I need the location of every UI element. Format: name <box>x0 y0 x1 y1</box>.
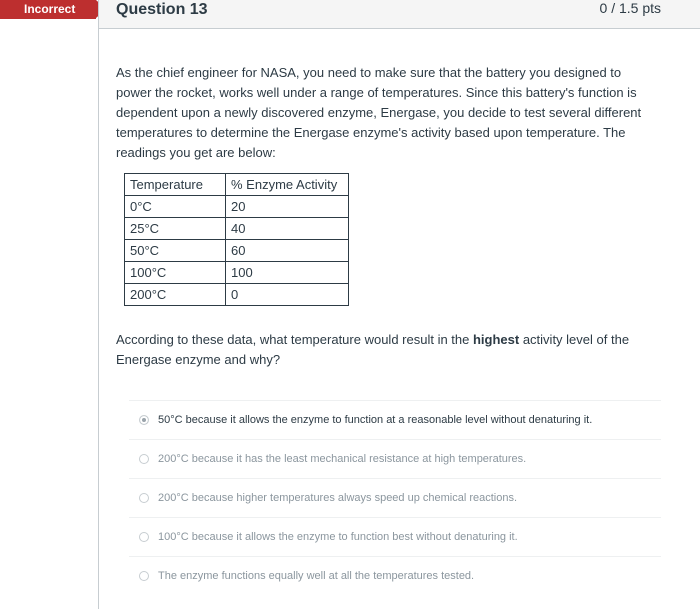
temperature-activity-table <box>124 173 349 306</box>
table-cell: 0 <box>226 284 349 306</box>
table-cell: 100 <box>226 262 349 284</box>
table-header-temperature: Temperature <box>125 174 226 196</box>
table-row <box>125 262 349 284</box>
table-header-row <box>125 174 349 196</box>
table-row <box>125 218 349 240</box>
answer-label: 100°C because it allows the enzyme to function best without denaturing it. <box>158 531 518 543</box>
table-row <box>125 196 349 218</box>
incorrect-badge: Incorrect <box>0 0 96 19</box>
radio-icon[interactable] <box>139 454 149 464</box>
table-cell: 40 <box>226 218 349 240</box>
table-header-activity: % Enzyme Activity <box>226 174 349 196</box>
table-cell: 60 <box>226 240 349 262</box>
answer-option-4[interactable] <box>129 517 661 556</box>
question-prompt <box>116 330 651 370</box>
answer-label: The enzyme functions equally well at all the temperatures tested. <box>158 570 475 582</box>
radio-selected-icon[interactable] <box>139 415 149 425</box>
table-cell: 20 <box>226 196 349 218</box>
table-cell: 50°C <box>125 240 226 262</box>
prompt-text-start: According to these data, what temperature would result in the <box>116 332 473 347</box>
table-cell: 25°C <box>125 218 226 240</box>
radio-icon[interactable] <box>139 532 149 542</box>
answer-list <box>129 400 661 595</box>
answer-label: 50°C because it allows the enzyme to function at a reasonable level without denaturing it. <box>158 414 593 426</box>
question-header <box>99 0 700 29</box>
question-title: Question 13 <box>116 1 208 18</box>
question-points: 0 / 1.5 pts <box>599 0 661 16</box>
answer-label: 200°C because higher temperatures always speed up chemical reactions. <box>158 492 518 504</box>
table-cell: 0°C <box>125 196 226 218</box>
question-text: As the chief engineer for NASA, you need to make sure that the battery you designed to power the rocket, works well under a range of temperatures. Since this battery's function is dependent upon a newly discovered enzyme, Energase, you decide to test several different temperatures to determine the Energase enzyme's activity based upon temperature. The readings you get are below: <box>116 65 642 160</box>
answer-option-1[interactable] <box>129 400 661 439</box>
answer-option-5[interactable] <box>129 556 661 595</box>
prompt-text-end: activity level of the Energase enzyme and why? <box>116 332 630 367</box>
prompt-text-emphasis: highest <box>472 332 520 347</box>
table-cell: 200°C <box>125 284 226 306</box>
answer-option-3[interactable] <box>129 478 661 517</box>
question-card <box>98 0 700 609</box>
table-cell: 100°C <box>125 262 226 284</box>
radio-icon[interactable] <box>139 571 149 581</box>
table-row <box>125 284 349 306</box>
table-row <box>125 240 349 262</box>
answer-label: 200°C because it has the least mechanical resistance at high temperatures. <box>158 453 527 465</box>
radio-icon[interactable] <box>139 493 149 503</box>
answer-option-2[interactable] <box>129 439 661 478</box>
